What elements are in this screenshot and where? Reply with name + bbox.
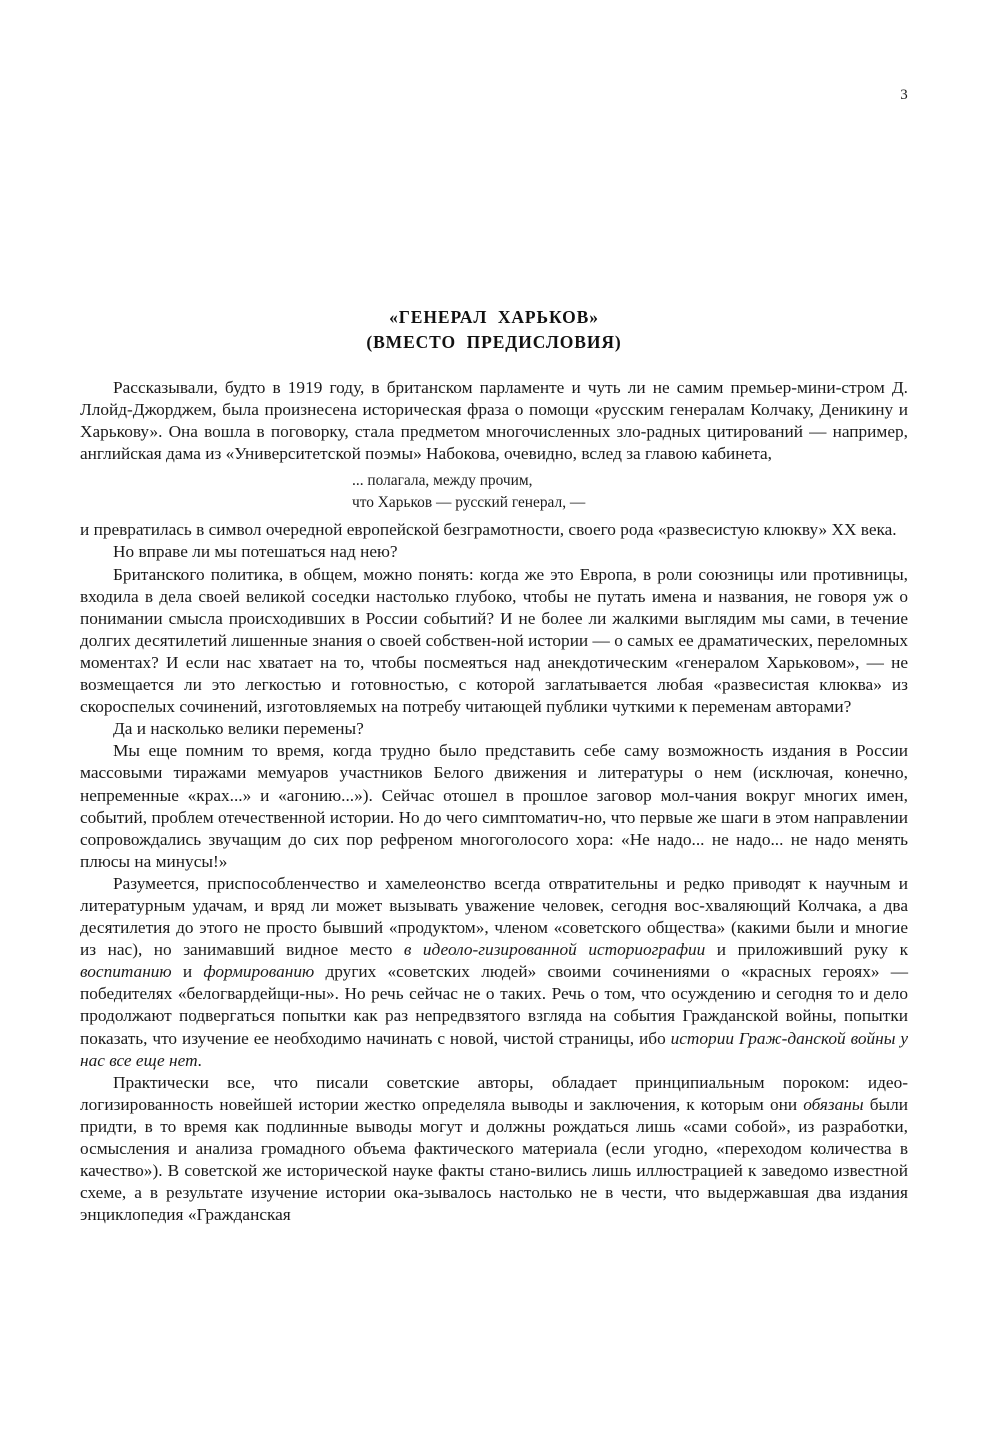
paragraph-7-part-e: . bbox=[197, 1050, 202, 1070]
paragraph-7-emphasis-1: в идеоло-гизированной историографии bbox=[403, 940, 706, 960]
chapter-title-line-1: «ГЕНЕРАЛ ХАРЬКОВ» bbox=[389, 307, 599, 327]
paragraph-7-emphasis-2: воспитанию bbox=[80, 962, 172, 982]
paragraph-2: и превратилась в символ очередной европейской безграмотности, своего рода «развесистую клюкву» XX века. bbox=[80, 520, 897, 540]
epigraph-line-2: что Харьков — русский генерал, — bbox=[352, 494, 586, 512]
paragraph-8-part-a: Практически все, что писали советские авторы, обладает принципиальным пороком: идео-логизированность новейшей истории жестко определяла выводы и заключения, к которым они bbox=[80, 1072, 908, 1114]
page-number: 3 bbox=[900, 87, 908, 103]
paragraph-1: Рассказывали, будто в 1919 году, в британском парламенте и чуть ли не самим премьер-мини-стром Д. Ллойд-Джорджем, была произнесена историческая фраза о помощи «русским генералам Колчаку, Деникину и Харькову». Она вошла в поговорку, стала предметом многочисленных зло-радных цитирований — например, английская дама из «Университетской поэмы» Набокова, очевидно, вслед за главою кабинета, bbox=[80, 378, 908, 464]
paragraph-3: Но вправе ли мы потешаться над нею? bbox=[113, 542, 398, 562]
paragraph-4: Британского политика, в общем, можно понять: когда же это Европа, в роли союзницы или противницы, входила в дела своей великой соседки настолько глубоко, чтобы не путать имена и названия, не говоря уж о понимании смысла происходивших в России событий? И не более ли жалкими выглядим мы сами, в течение долгих десятилетий лишенные знания о своей собствен-ной истории — о самых ее драматических, переломных моментах? И если нас хватает на то, чтобы посмеяться над анекдотическим «генералом Харьковом», — не возмещается ли это легкостью и готовностью, с которой заглатывается любая «развесистая клюква» из скороспелых сочинений, изготовляемых на потребу читающей публики чуткими к переменам авторами? bbox=[80, 564, 908, 717]
chapter-title-line-2: (ВМЕСТО ПРЕДИСЛОВИЯ) bbox=[366, 332, 622, 352]
paragraph-6: Мы еще помним то время, когда трудно было представить себе саму возможность издания в России массовыми тиражами мемуаров участников Белого движения и литературы о нем (исключая, конечно, непременные «крах...» и «агонию...»). Сейчас отошел в прошлое заговор мол-чания вокруг многих имен, событий, проблем отечественной истории. Но до чего симптоматич-но, что первые же шаги в этом направлении сопровождались звучащим до сих пор рефреном многоголосого хора: «Не надо... не надо... не надо менять плюсы на минусы!» bbox=[80, 741, 908, 871]
paragraph-7 bbox=[80, 873, 908, 1072]
text-block bbox=[80, 305, 908, 1226]
paragraph-7-emphasis-4: истории Граж-данской войны у нас все еще нет bbox=[80, 1028, 909, 1070]
epigraph bbox=[80, 470, 908, 514]
epigraph-line-1: ... полагала, между прочим, bbox=[352, 472, 533, 490]
paragraph-8-part-b: были придти, в то время как подлинные выводы могут и должны рождаться лишь «сами собой», из разработки, осмысления и анализа громадного объема фактического материала (если угодно, «переходом количества в качество»). В советской же исторической науке факты стано-вились лишь иллюстрацией к заведомо известной схеме, а в результате изучение истории ока-зывалось настолько не в чести, что выдержавшая два издания энциклопедия «Гражданская bbox=[80, 1094, 908, 1225]
chapter-title bbox=[80, 305, 908, 355]
paragraph-7-part-d: других «советских людей» своими сочинениями о «красных героях» — победителях «белогвардейщи-ны». Но речь сейчас не о таких. Речь о том, что осуждению и сегодня то и дело продолжают подвергаться попытки как раз непредвзятого взгляда на события Гражданской войны, попытки показать, что изучение ее необходимо начинать с новой, чистой страницы, ибо bbox=[80, 962, 909, 1048]
paragraph-7-part-c: и bbox=[171, 962, 204, 982]
paragraph-7-part-a: Разумеется, приспособленчество и хамелеонство всегда отвратительны и редко приводят к научным и литературным удачам, и вряд ли может вызывать уважение человек, сегодня вос-хваляющий Колчака, а два десятилетия до этого не просто бывший «продуктом», членом «советского общества» (какими были и многие из нас), но занимавший видное место bbox=[80, 873, 908, 960]
paragraph-7-part-b: и приложивший руку к bbox=[705, 940, 908, 960]
paragraph-7-emphasis-3: формированию bbox=[203, 962, 315, 982]
paragraph-8 bbox=[80, 1072, 908, 1227]
paragraph-8-emphasis-1: обязаны bbox=[803, 1094, 864, 1114]
paragraph-5: Да и насколько велики перемены? bbox=[113, 719, 364, 739]
